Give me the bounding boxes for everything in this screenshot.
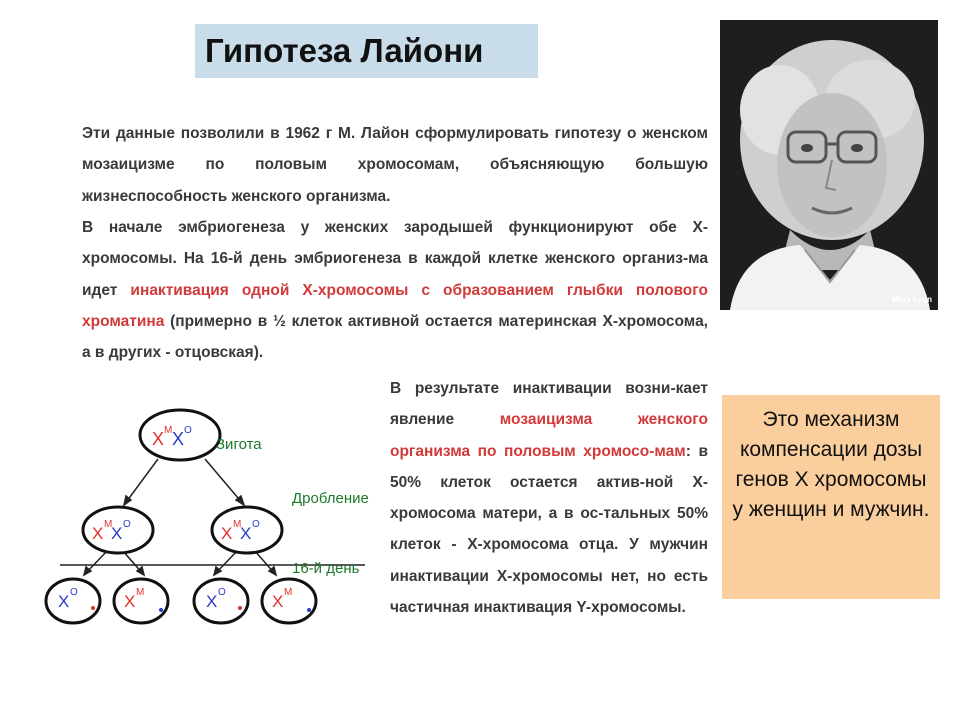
- label-day16: 16-й день: [292, 560, 360, 577]
- cell-3-1-x: X: [58, 592, 70, 611]
- paragraph-embryogenesis-start: В начале эмбриогенеза у женских зародышей функционируют обе Х-хромосомы. На 16-й день эмбриогенеза в каждой клетке женского организ-ма идет: [82, 219, 708, 299]
- label-cleavage: Дробление: [292, 490, 369, 507]
- paragraph-mosaicism-end: : в 50% клеток остается актив-ной Х-хромосома матери, а в ос-тальных 50% клеток - Х-хромосома отца. У мужчин инактивации Х-хромосомы нет, но есть частичная инактивация Y-хромосомы.: [390, 442, 708, 617]
- mary-lyon-photo: [720, 20, 938, 310]
- paragraph-embryogenesis-highlight: инактивация одной Х-хромосомы с образованием глыбки полового хроматина: [82, 281, 708, 330]
- cell-3-3-x: X: [206, 592, 218, 611]
- paragraph-mosaicism-highlight: мозаицизма женского организма по половым хромосо-мам: [390, 411, 708, 460]
- cell-2-left-x1: X: [92, 524, 104, 543]
- cell-2-right-sup-m: M: [233, 519, 242, 530]
- cell-3-1: [46, 579, 100, 623]
- paragraph-embryogenesis: [82, 212, 708, 368]
- cell-3-3-barr-body: [238, 606, 242, 610]
- cell-2-left-sup-m: M: [104, 519, 113, 530]
- cell-3-4-x: X: [272, 592, 284, 611]
- paragraph-mosaicism: [390, 373, 708, 623]
- dosage-compensation-box: Это механизм компенсации дозы генов Х хромосомы у женщин и мужчин.: [722, 395, 940, 599]
- label-zygote: Зигота: [216, 436, 262, 453]
- cell-2-left-x2: X: [111, 524, 123, 543]
- zygote-sup-o: O: [184, 425, 192, 436]
- cell-3-4-sup: M: [284, 587, 293, 598]
- cell-3-1-barr-body: [91, 606, 95, 610]
- cell-3-2-x: X: [124, 592, 136, 611]
- paragraph-lyon-hypothesis: Эти данные позволили в 1962 г М. Лайон сформулировать гипотезу о женском мозаицизме по половым хромосомам, объясняющую большую жизнеспособность женского организма.: [82, 125, 708, 205]
- cell-3-4: [262, 579, 316, 623]
- paragraph-mosaicism-start: В результате инактивации возни-кает явление: [390, 380, 708, 429]
- cell-2-right-sup-o: O: [252, 519, 260, 530]
- cell-2-right-x1: X: [221, 524, 233, 543]
- slide-title: Гипотеза Лайони: [195, 24, 538, 78]
- zygote-x1: X: [152, 429, 165, 449]
- cell-3-2-sup: M: [136, 587, 145, 598]
- paragraph-embryogenesis-end: (примерно в ½ клеток активной остается материнская Х-хромосома, а в других - отцовская).: [82, 312, 708, 362]
- cell-2-right-x2: X: [240, 524, 252, 543]
- portrait-illustration: [720, 20, 938, 310]
- cell-3-2: [114, 579, 168, 623]
- photo-caption: Mary Lyon: [892, 295, 932, 304]
- zygote-x2: X: [172, 429, 185, 449]
- zygote-sup-m: M: [164, 425, 173, 436]
- cell-3-3: [194, 579, 248, 623]
- cell-3-4-barr-body: [307, 608, 311, 612]
- cell-2-left-sup-o: O: [123, 519, 131, 530]
- cell-3-3-sup: O: [218, 587, 226, 598]
- cell-3-1-sup: O: [70, 587, 78, 598]
- cell-3-2-barr-body: [159, 608, 163, 612]
- x-inactivation-diagram: [40, 395, 380, 635]
